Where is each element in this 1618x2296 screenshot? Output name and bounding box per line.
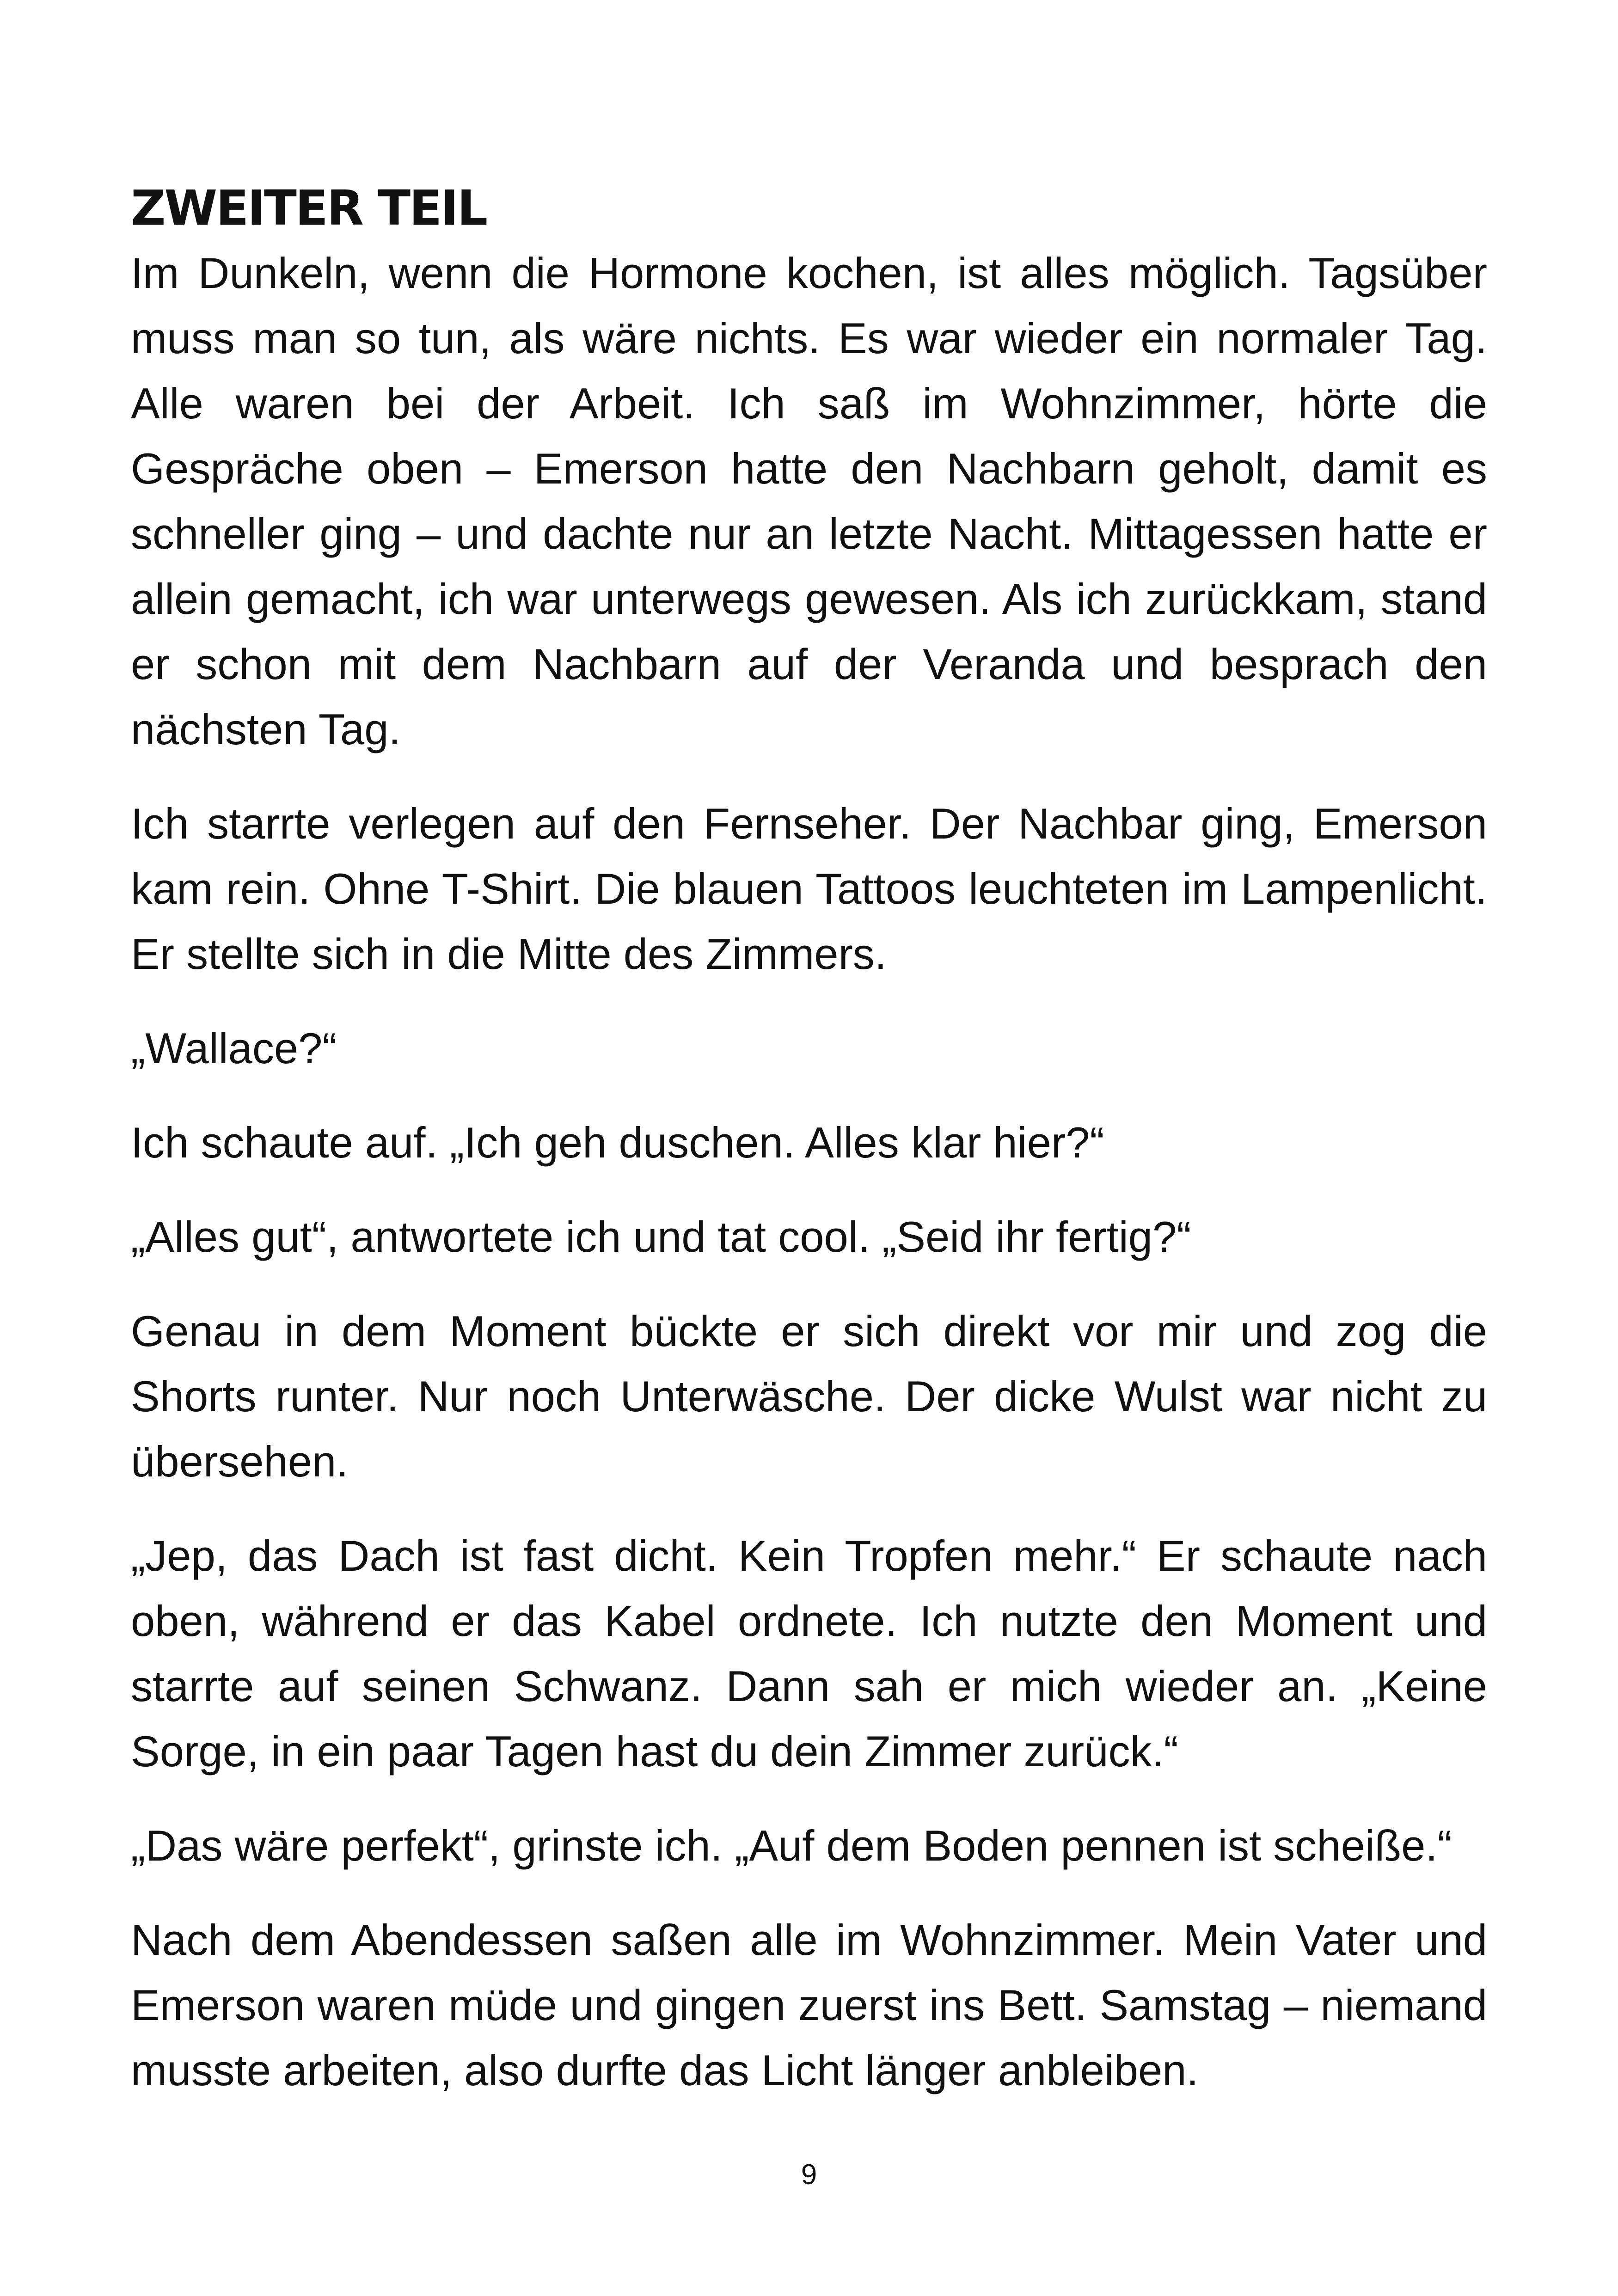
page-content — [131, 180, 1487, 2132]
page-number: 9 — [801, 2159, 817, 2191]
paragraph-3: „Wallace?“ — [131, 1024, 337, 1072]
paragraph-5: „Alles gut“, antwortete ich und tat cool. „Seid ihr fertig?“ — [131, 1212, 1191, 1261]
paragraph-8: „Das wäre perfekt“, grinste ich. „Auf dem Boden pennen ist scheiße.“ — [131, 1821, 1452, 1870]
paragraph-4: Ich schaute auf. „Ich geh duschen. Alles klar hier?“ — [131, 1118, 1104, 1167]
chapter-heading: ZWEITER TEIL — [131, 180, 487, 236]
paragraph-2: Ich starrte verlegen auf den Fernseher. Der Nachbar ging, Emerson kam rein. Ohne T-Shirt. Die blauen Tattoos leuchteten im Lampenlicht. Er stellte sich in die Mitte des Zimmers. — [131, 799, 1487, 978]
paragraph-1: Im Dunkeln, wenn die Hormone kochen, ist alles möglich. Tagsüber muss man so tun, als wäre nichts. Es war wieder ein normaler Tag. Alle waren bei der Arbeit. Ich saß im Wohnzimmer, hörte die Gespräche oben – Emerson hatte den Nachbarn geholt, damit es schneller ging – und dachte nur an letzte Nacht. Mittagessen hatte er allein gemacht, ich war unterwegs gewesen. Als ich zurückkam, stand er schon mit dem Nachbarn auf der Veranda und besprach den nächsten Tag. — [131, 249, 1487, 753]
paragraph-9: Nach dem Abendessen saßen alle im Wohnzimmer. Mein Vater und Emerson waren müde und gingen zuerst ins Bett. Samstag – niemand musste arbeiten, also durfte das Licht länger anbleiben. — [131, 1916, 1487, 2094]
paragraph-7: „Jep, das Dach ist fast dicht. Kein Tropfen mehr.“ Er schaute nach oben, während er das Kabel ordnete. Ich nutzte den Moment und starrte auf seinen Schwanz. Dann sah er mich wieder an. „Keine Sorge, in ein paar Tagen hast du dein Zimmer zurück.“ — [131, 1531, 1487, 1776]
paragraph-6: Genau in dem Moment bückte er sich direkt vor mir und zog die Shorts runter. Nur noch Unterwäsche. Der dicke Wulst war nicht zu übersehen. — [131, 1307, 1487, 1486]
